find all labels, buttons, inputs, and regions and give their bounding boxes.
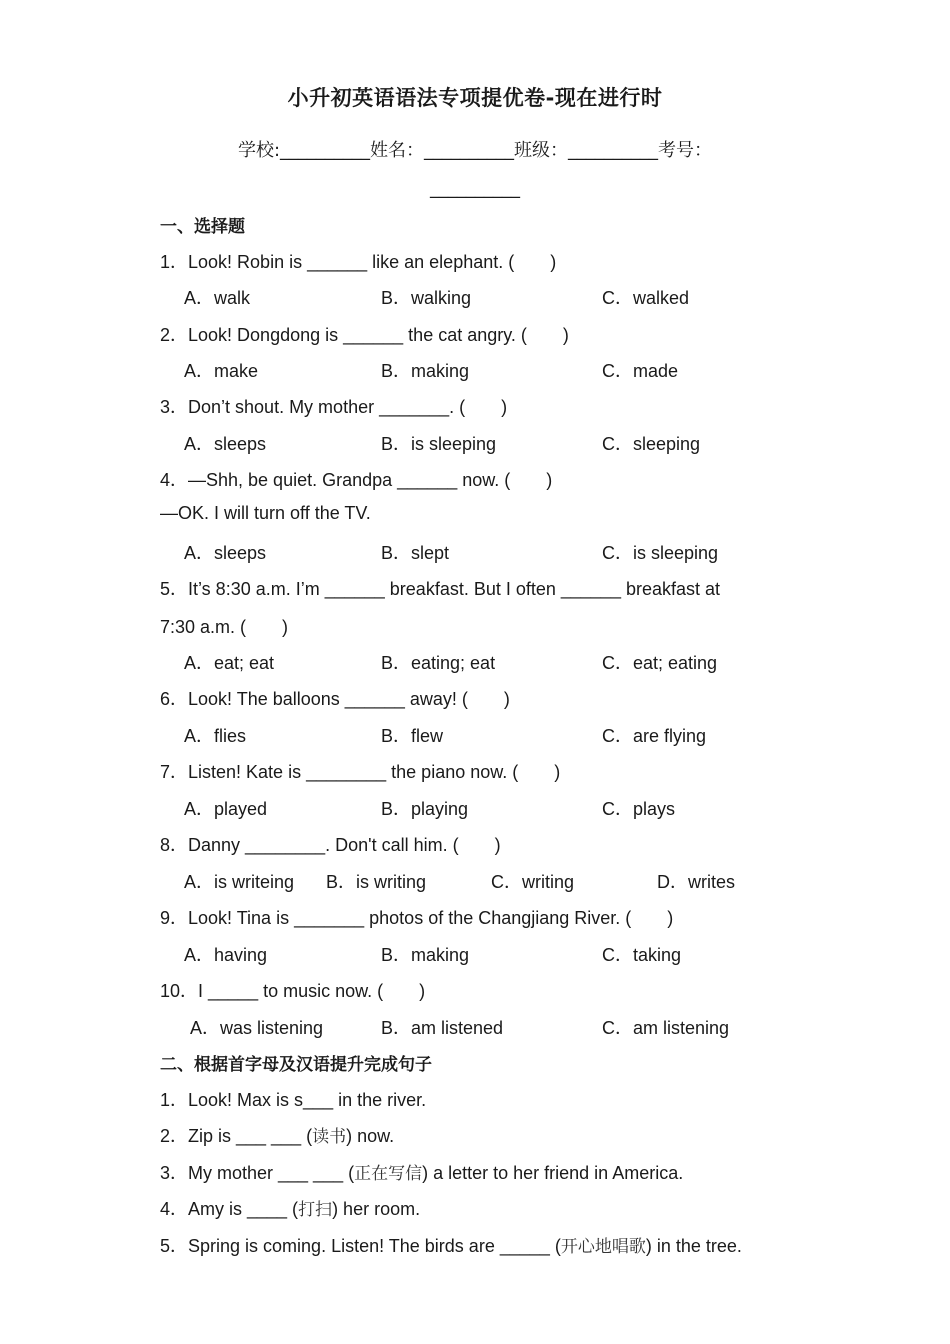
page-title: 小升初英语语法专项提优卷-现在进行时 <box>287 86 663 110</box>
chinese-hint: 打扫 <box>298 1200 333 1220</box>
completion-item <box>160 1086 426 1112</box>
option-b: B．is writing <box>326 872 427 892</box>
completion-item <box>160 1122 394 1148</box>
completion-text-end: ) a letter to her friend in America. <box>422 1163 684 1183</box>
option-a: A．sleeps <box>184 434 267 454</box>
question-stem: 10．I _____ to music now. ( ) <box>160 981 426 1001</box>
option-b: B．is sleeping <box>381 434 497 454</box>
section-heading-completion: 二、根据首字母及汉语提升完成句子 <box>160 1055 432 1075</box>
option-b: B．eating; eat <box>381 653 496 673</box>
exam-number-blank: __________ <box>430 178 520 199</box>
option-c: C．eat; eating <box>602 653 718 673</box>
completion-text: 1．Look! Max is s___ in the river. <box>160 1090 427 1110</box>
completion-item <box>160 1232 742 1258</box>
option-a: A．is writeing <box>184 872 295 892</box>
option-a: A．walk <box>184 288 251 308</box>
option-a: A．having <box>184 945 268 965</box>
question-stem: 9．Look! Tina is _______ photos of the Changjiang River. ( ) <box>160 908 674 928</box>
completion-text: 5．Spring is coming. Listen! The birds are _____ ( <box>160 1236 561 1256</box>
option-b: B．flew <box>381 726 444 746</box>
option-d: D．writes <box>657 872 736 892</box>
question-stem-continued: —OK. I will turn off the TV. <box>160 503 371 523</box>
chinese-hint: 正在写信 <box>354 1164 423 1184</box>
question-stem-continued: 7:30 a.m. ( ) <box>160 617 289 637</box>
chinese-hint: 开心地唱歌 <box>560 1237 646 1257</box>
option-b: B．playing <box>381 799 469 819</box>
question-stem: 8．Danny ________. Don't call him. ( ) <box>160 835 501 855</box>
completion-text-end: ) now. <box>346 1126 395 1146</box>
student-info-line: 学校:__________姓名：__________班级：__________考号： <box>237 140 713 161</box>
option-c: C．sleeping <box>602 434 701 454</box>
option-c: C．are flying <box>602 726 707 746</box>
option-a: A．flies <box>184 726 247 746</box>
completion-text: 4．Amy is ____ ( <box>160 1199 299 1219</box>
option-a: A．was listening <box>190 1018 324 1038</box>
option-b: B．walking <box>381 288 472 308</box>
option-a: A．sleeps <box>184 543 267 563</box>
option-c: C．walked <box>602 288 690 308</box>
completion-item <box>160 1195 420 1221</box>
option-c: C．taking <box>602 945 682 965</box>
question-stem: 7．Listen! Kate is ________ the piano now. ( ) <box>160 762 561 782</box>
completion-text: 3．My mother ___ ___ ( <box>160 1163 355 1183</box>
completion-text: 2．Zip is ___ ___ ( <box>160 1126 313 1146</box>
completion-item <box>160 1159 683 1185</box>
option-a: A．played <box>184 799 268 819</box>
option-a: A．eat; eat <box>184 653 275 673</box>
option-b: B．making <box>381 945 470 965</box>
completion-text-end: ) her room. <box>332 1199 421 1219</box>
option-c: C．writing <box>491 872 575 892</box>
completion-text-end: ) in the tree. <box>645 1236 742 1256</box>
option-b: B．making <box>381 361 470 381</box>
question-stem: 5．It’s 8:30 a.m. I’m ______ breakfast. But I often ______ breakfast at <box>160 579 721 599</box>
question-stem: 6．Look! The balloons ______ away! ( ) <box>160 689 510 709</box>
option-a: A．make <box>184 361 259 381</box>
section-heading-choice: 一、选择题 <box>160 217 245 237</box>
question-stem: 1．Look! Robin is ______ like an elephant. ( ) <box>160 252 557 272</box>
question-stem: 2．Look! Dongdong is ______ the cat angry. ( ) <box>160 325 569 345</box>
question-stem: 4．—Shh, be quiet. Grandpa ______ now. ( ) <box>160 470 553 490</box>
question-stem: 3．Don’t shout. My mother _______. ( ) <box>160 397 508 417</box>
option-b: B．slept <box>381 543 450 563</box>
option-c: C．am listening <box>602 1018 730 1038</box>
option-c: C．is sleeping <box>602 543 719 563</box>
option-c: C．plays <box>602 799 676 819</box>
option-b: B．am listened <box>381 1018 504 1038</box>
option-c: C．made <box>602 361 679 381</box>
chinese-hint: 读书 <box>312 1127 347 1147</box>
